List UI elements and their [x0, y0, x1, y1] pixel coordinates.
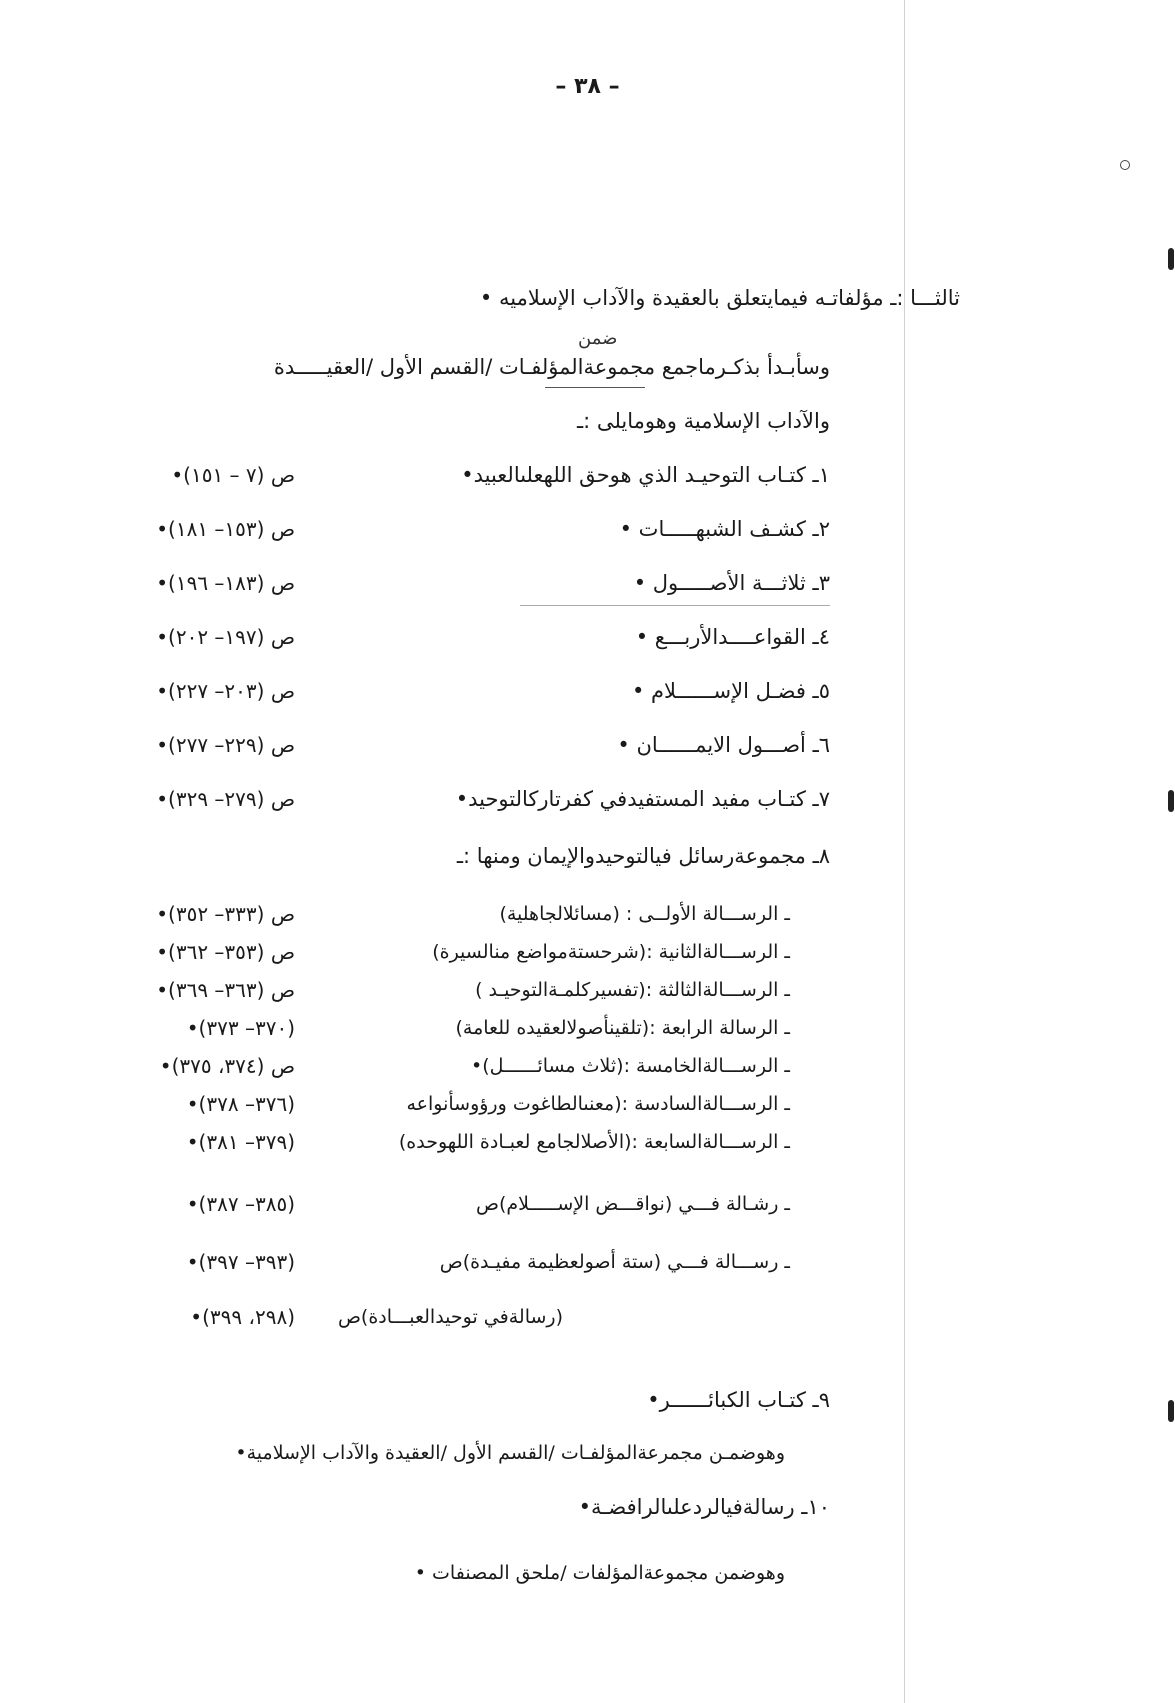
page-reference: (٣٨٥– ٣٨٧)•	[186, 1192, 295, 1216]
page-reference: (٣٧٦– ٣٧٨)•	[186, 1092, 295, 1116]
sub-item: ـ الرســـالةالثالثة :(تفسيركلمـةالتوحيـد )	[475, 979, 790, 1001]
page-reference: ص (١٩٧– ٢٠٢)•	[156, 625, 295, 649]
page-reference: ص (٣٧٤، ٣٧٥)•	[159, 1054, 295, 1078]
page-fold-line	[904, 0, 905, 1703]
list-item: ٢ـ كشـف الشبهـــــات •	[619, 517, 830, 541]
section-heading: ثالثـــا :ـ مؤلفاتـه فيمايتعلق بالعقيدة والآداب الإسلاميه •	[479, 286, 960, 310]
list-item-10-note: وهوضمن مجموعةالمؤلفات /ملحق المصنفات •	[414, 1562, 785, 1584]
intro-line-1: وسأبـدأ بذكـرماجمع مجموعةالمؤلفـات /القسم الأول /العقيـــــدة	[273, 355, 830, 379]
page-reference: ص (٧ – ١٥١)•	[171, 463, 295, 487]
sub-item: (رسالةفي توحيدالعبـــادة)ص	[337, 1306, 563, 1328]
list-item: ٧ـ كتـاب مفيد المستفيدفي كفرتاركالتوحيد•	[455, 787, 830, 811]
list-item: ٥ـ فضـل الإســــــلام •	[631, 679, 830, 703]
page-reference: (٣٩٣– ٣٩٧)•	[186, 1250, 295, 1274]
page-reference: ص (٣٦٣– ٣٦٩)•	[156, 978, 295, 1002]
list-item-10: ١٠ـ رسالةفيالردعلىالرافضـة•	[578, 1495, 830, 1519]
page-reference: ص (١٨٣– ١٩٦)•	[156, 571, 295, 595]
page-reference: (٢٩٨، ٣٩٩)•	[190, 1305, 295, 1329]
list-item: ٤ـ القواعــــدالأربـــع •	[635, 625, 830, 649]
sub-item: ـ الرســـالةالسادسة :(معنىالطاغوت ورؤوسأنواعه	[406, 1093, 790, 1115]
page-number: – ٣٨ –	[555, 74, 620, 99]
handwritten-underline	[520, 605, 830, 606]
intro-line-2: والآداب الإسلامية وهومايلى :ـ	[577, 409, 830, 433]
page-reference: ص (٣٣٣– ٣٥٢)•	[156, 902, 295, 926]
page-reference: ص (١٥٣– ١٨١)•	[156, 517, 295, 541]
sub-item: ـ الرســـالةالسابعة :(الأصلالجامع لعبـادة اللهوحده)	[398, 1131, 790, 1153]
page-reference: ص (٢٢٩– ٢٧٧)•	[156, 733, 295, 757]
handwritten-note: ضمن	[578, 328, 618, 349]
scan-speck	[1168, 1400, 1174, 1422]
list-item: ١ـ كتـاب التوحيـد الذي هوحق اللهعلىالعبيد•	[461, 463, 830, 487]
page-reference: ص (٢٠٣– ٢٢٧)•	[156, 679, 295, 703]
sub-item: ـ الرســـالة الأولــى : (مسائلالجاهلية)	[499, 903, 790, 925]
sub-item: ـ الرسالة الرابعة :(تلقينأصولالعقيده للعامة)	[455, 1017, 790, 1039]
sub-item: ـ رشـالة فـــي (نواقـــض الإســـــلام)ص	[476, 1193, 790, 1215]
list-item-9-note: وهوضمـن مجمرعةالمؤلفـات /القسم الأول /العقيدة والآداب الإسلامية•	[235, 1442, 785, 1464]
page-reference: (٣٧٠– ٣٧٣)•	[186, 1016, 295, 1040]
page-reference: ص (٢٧٩– ٣٢٩)•	[156, 787, 295, 811]
page-reference: ص (٣٥٣– ٣٦٢)•	[156, 940, 295, 964]
sub-item: ـ الرســـالةالثانية :(شرحستةمواضع منالسيرة)	[432, 941, 790, 963]
list-item-9: ٩ـ كتـاب الكبائــــــر•	[647, 1388, 830, 1412]
page-reference: (٣٧٩– ٣٨١)•	[186, 1130, 295, 1154]
list-item: ٣ـ ثلاثـــة الأصـــــول •	[633, 571, 830, 595]
list-item-8-heading: ٨ـ مجموعةرسائل فيالتوحيدوالإيمان ومنها :ـ	[456, 844, 830, 868]
handwritten-underline	[545, 387, 645, 388]
scan-speck	[1120, 160, 1130, 170]
scan-speck	[1168, 248, 1174, 270]
sub-item: ـ الرســـالةالخامسة :(ثلاث مسائــــــل)•	[471, 1055, 790, 1077]
sub-item: ـ رســـالة فـــي (ستة أصولعظيمة مفيـدة)ص	[439, 1251, 790, 1273]
list-item: ٦ـ أصـــول الايمــــــان •	[617, 733, 830, 757]
scan-speck	[1168, 790, 1174, 812]
